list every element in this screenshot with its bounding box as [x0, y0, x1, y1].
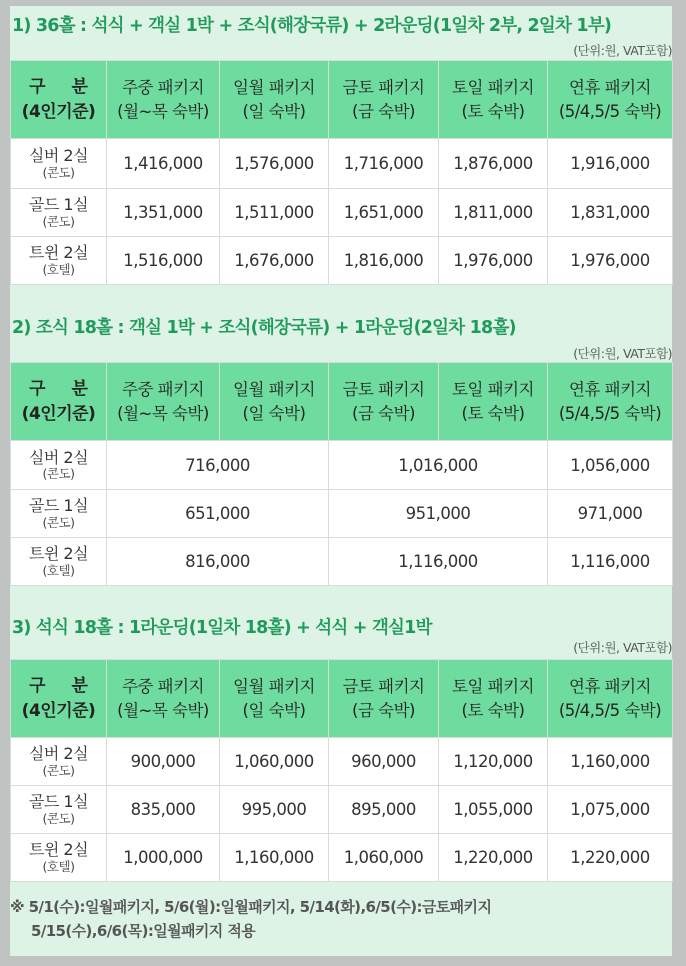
package-name: 토일 패키지 — [452, 676, 534, 696]
price-cell: 1,056,000 — [548, 441, 673, 490]
price-cell: 900,000 — [107, 738, 220, 786]
table-row — [11, 441, 673, 490]
package-header — [548, 660, 673, 738]
unit-note: (단위:원, VAT포함) — [573, 640, 672, 655]
package-header — [439, 660, 548, 738]
section-title: 1) 36홀 : 석식 + 객실 1박 + 조식(해장국류) + 2라운딩(1일차 2부, 2일차 1부) — [12, 16, 612, 36]
price-cell: 995,000 — [220, 786, 329, 834]
price-cell: 1,716,000 — [329, 139, 439, 189]
room-cell — [11, 237, 107, 285]
category-sub-label: (4인기준) — [21, 403, 96, 424]
room-type: (호텔) — [42, 562, 75, 578]
price-cell: 1,816,000 — [329, 237, 439, 285]
price-cell: 1,351,000 — [107, 189, 220, 237]
room-name: 트윈 2실 — [28, 544, 89, 564]
room-type: (호텔) — [42, 858, 75, 874]
package-desc: (토 숙박) — [461, 101, 525, 121]
package-desc: (5/4,5/5 숙박) — [558, 403, 662, 423]
room-name: 실버 2실 — [28, 447, 89, 467]
package-desc: (금 숙박) — [352, 403, 415, 423]
room-cell — [11, 189, 107, 237]
price-cell: 1,075,000 — [548, 786, 673, 834]
package-name: 일월 패키지 — [233, 676, 315, 696]
package-name: 연휴 패키지 — [569, 77, 651, 97]
package-desc: (토 숙박) — [461, 403, 525, 423]
room-name: 실버 2실 — [28, 744, 89, 764]
package-name: 토일 패키지 — [452, 379, 534, 399]
price-cell: 1,055,000 — [439, 786, 548, 834]
package-header — [329, 660, 439, 738]
table-row — [11, 139, 673, 189]
category-header — [11, 61, 107, 139]
price-table — [10, 362, 673, 586]
section-title: 2) 조식 18홀 : 객실 1박 + 조식(해장국류) + 1라운딩(2일차 18홀) — [12, 318, 516, 338]
price-cell: 835,000 — [107, 786, 220, 834]
room-name: 트윈 2실 — [28, 840, 89, 860]
package-header — [220, 363, 329, 441]
package-header — [329, 61, 439, 139]
price-cell: 816,000 — [107, 538, 329, 586]
price-cell: 1,000,000 — [107, 834, 220, 882]
table-row — [11, 237, 673, 285]
package-header — [220, 61, 329, 139]
unit-note: (단위:원, VAT포함) — [573, 43, 672, 58]
table-header-row — [11, 61, 673, 139]
price-cell: 1,116,000 — [329, 538, 548, 586]
price-cell: 1,976,000 — [548, 237, 673, 285]
room-type: (콘도) — [42, 810, 75, 826]
price-table — [10, 659, 673, 882]
package-header — [439, 61, 548, 139]
room-type: (콘도) — [42, 762, 75, 778]
package-desc: (5/4,5/5 숙박) — [558, 700, 662, 720]
package-desc: (5/4,5/5 숙박) — [558, 101, 662, 121]
category-sub-label: (4인기준) — [21, 700, 96, 721]
price-cell: 1,676,000 — [220, 237, 329, 285]
room-cell — [11, 441, 107, 490]
package-name: 금토 패키지 — [342, 379, 425, 399]
room-type: (콘도) — [42, 164, 75, 180]
price-cell: 1,060,000 — [329, 834, 439, 882]
package-desc: (월~목 숙박) — [117, 700, 209, 720]
price-cell: 1,120,000 — [439, 738, 548, 786]
package-desc: (일 숙박) — [242, 403, 306, 423]
package-name: 주중 패키지 — [122, 379, 204, 399]
price-cell: 1,831,000 — [548, 189, 673, 237]
package-name: 일월 패키지 — [233, 77, 315, 97]
room-name: 트윈 2실 — [28, 243, 89, 263]
package-desc: (금 숙박) — [352, 700, 415, 720]
room-cell — [11, 490, 107, 538]
package-desc: (토 숙박) — [461, 700, 525, 720]
package-header — [548, 61, 673, 139]
table-row — [11, 490, 673, 538]
package-name: 연휴 패키지 — [569, 379, 651, 399]
package-name: 주중 패키지 — [122, 77, 204, 97]
room-type: (호텔) — [42, 261, 75, 277]
price-cell: 1,876,000 — [439, 139, 548, 189]
category-header — [11, 363, 107, 441]
price-cell: 1,976,000 — [439, 237, 548, 285]
price-cell: 716,000 — [107, 441, 329, 490]
room-name: 실버 2실 — [28, 146, 89, 166]
table-header-row — [11, 363, 673, 441]
room-name: 골드 1실 — [28, 496, 89, 516]
package-name: 연휴 패키지 — [569, 676, 651, 696]
price-cell: 1,220,000 — [439, 834, 548, 882]
package-name: 금토 패키지 — [342, 77, 425, 97]
room-type: (콘도) — [42, 466, 75, 481]
category-label: 구 분 — [29, 378, 98, 399]
footnote — [10, 895, 491, 943]
package-desc: (일 숙박) — [242, 700, 306, 720]
room-cell — [11, 786, 107, 834]
package-name: 주중 패키지 — [122, 676, 204, 696]
room-cell — [11, 139, 107, 189]
package-header — [107, 660, 220, 738]
package-desc: (금 숙박) — [352, 101, 415, 121]
price-cell: 1,416,000 — [107, 139, 220, 189]
room-cell — [11, 538, 107, 586]
price-cell: 1,220,000 — [548, 834, 673, 882]
package-header — [107, 61, 220, 139]
price-panel — [10, 6, 672, 956]
price-cell: 971,000 — [548, 490, 673, 538]
table-row — [11, 538, 673, 586]
price-cell: 1,016,000 — [329, 441, 548, 490]
package-desc: (월~목 숙박) — [117, 403, 209, 423]
category-header — [11, 660, 107, 738]
price-cell: 1,116,000 — [548, 538, 673, 586]
price-cell: 651,000 — [107, 490, 329, 538]
price-cell: 895,000 — [329, 786, 439, 834]
category-label: 구 분 — [29, 76, 98, 97]
package-name: 일월 패키지 — [233, 379, 315, 399]
price-cell: 1,916,000 — [548, 139, 673, 189]
package-name: 금토 패키지 — [342, 676, 425, 696]
price-cell: 960,000 — [329, 738, 439, 786]
price-cell: 1,060,000 — [220, 738, 329, 786]
package-header — [220, 660, 329, 738]
price-cell: 1,160,000 — [220, 834, 329, 882]
table-row — [11, 786, 673, 834]
price-cell: 1,651,000 — [329, 189, 439, 237]
price-table — [10, 60, 673, 285]
package-header — [107, 363, 220, 441]
category-sub-label: (4인기준) — [21, 101, 96, 122]
package-desc: (월~목 숙박) — [117, 101, 209, 121]
room-type: (콘도) — [42, 514, 75, 530]
room-cell — [11, 834, 107, 882]
table-header-row — [11, 660, 673, 738]
price-cell: 1,516,000 — [107, 237, 220, 285]
price-cell: 1,160,000 — [548, 738, 673, 786]
price-cell: 1,576,000 — [220, 139, 329, 189]
table-row — [11, 834, 673, 882]
package-header — [548, 363, 673, 441]
room-type: (콘도) — [42, 213, 75, 229]
table-row — [11, 738, 673, 786]
price-cell: 1,511,000 — [220, 189, 329, 237]
footnote-line-1: ※ 5/1(수):일월패키지, 5/6(월):일월패키지, 5/14(화),6/5(수):금토패키지 — [10, 898, 492, 916]
price-cell: 951,000 — [329, 490, 548, 538]
package-header — [439, 363, 548, 441]
package-name: 토일 패키지 — [452, 77, 534, 97]
room-name: 골드 1실 — [28, 195, 89, 215]
section-title: 3) 석식 18홀 : 1라운딩(1일차 18홀) + 석식 + 객실1박 — [12, 618, 432, 638]
room-cell — [11, 738, 107, 786]
package-header — [329, 363, 439, 441]
price-cell: 1,811,000 — [439, 189, 548, 237]
package-desc: (일 숙박) — [242, 101, 306, 121]
footnote-line-2: 5/15(수),6/6(목):일월패키지 적용 — [31, 922, 256, 940]
unit-note: (단위:원, VAT포함) — [573, 346, 672, 361]
table-row — [11, 189, 673, 237]
category-label: 구 분 — [29, 675, 98, 696]
room-name: 골드 1실 — [28, 792, 89, 812]
